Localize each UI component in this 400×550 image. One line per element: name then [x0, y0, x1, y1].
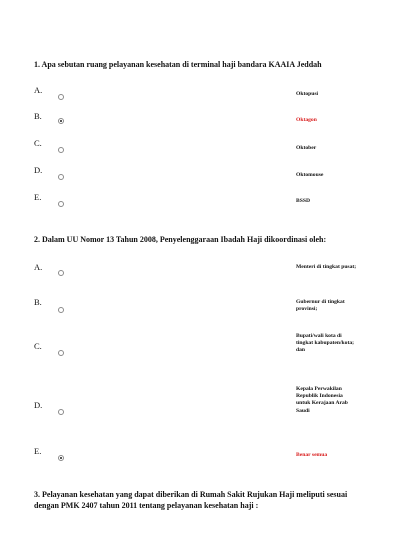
question-3-title: 3. Pelayanan kesehatan yang dapat diberikan di Rumah Sakit Rujukan Haji meliputi sesuai dengan PMK 2407 tahun 2011 tentang pelayanan kesehatan haji : [34, 490, 348, 510]
q2-option-a-radio[interactable] [58, 270, 64, 276]
q2-option-a-letter: A. [34, 262, 43, 272]
q1-option-e-radio[interactable] [58, 201, 64, 207]
q2-option-b-text: Gubernur di tingkat provinsi; [296, 299, 345, 313]
q2-option-b-letter: B. [34, 297, 42, 307]
q2-option-e-letter: E. [34, 446, 42, 456]
q1-option-b-radio[interactable] [58, 118, 64, 124]
q2-option-e-text: Benar semua [296, 452, 328, 458]
q1-option-b-letter: B. [34, 111, 42, 121]
q1-option-c-text: Oktober [296, 145, 317, 151]
q2-option-d-radio[interactable] [58, 409, 64, 415]
q2-option-a-text: Menteri di tingkat pusat; [296, 264, 357, 270]
q1-option-c-letter: C. [34, 138, 42, 148]
q1-option-e-letter: E. [34, 192, 42, 202]
q2-option-c-radio[interactable] [58, 350, 64, 356]
q2-option-b-radio[interactable] [58, 307, 64, 313]
q1-option-d-radio[interactable] [58, 174, 64, 180]
q2-option-c-text: Bupati/wali kota di tingkat kabupaten/kota; dan [296, 333, 354, 354]
q1-option-b-text: Oktagon [296, 117, 317, 123]
q1-option-d-text: Oktomouse [296, 172, 324, 178]
q1-option-a-radio[interactable] [58, 94, 64, 100]
q2-option-d-text: Kepala Perwakilan Republik Indonesia untuk Kerajaan Arab Saudi [296, 386, 348, 414]
q2-option-c-letter: C. [34, 341, 42, 351]
question-1-title: 1. Apa sebutan ruang pelayanan kesehatan di terminal haji bandara KAAIA Jeddah [34, 60, 322, 69]
question-2-title: 2. Dalam UU Nomor 13 Tahun 2008, Penyelenggaraan Ibadah Haji dikoordinasi oleh: [34, 235, 327, 244]
q1-option-a-text: Oktopusi [296, 91, 319, 97]
q1-option-c-radio[interactable] [58, 147, 64, 153]
q2-option-e-radio[interactable] [58, 455, 64, 461]
q2-option-d-letter: D. [34, 400, 43, 410]
q1-option-e-text: BSSD [296, 198, 310, 204]
q1-option-a-letter: A. [34, 85, 43, 95]
q1-option-d-letter: D. [34, 165, 43, 175]
